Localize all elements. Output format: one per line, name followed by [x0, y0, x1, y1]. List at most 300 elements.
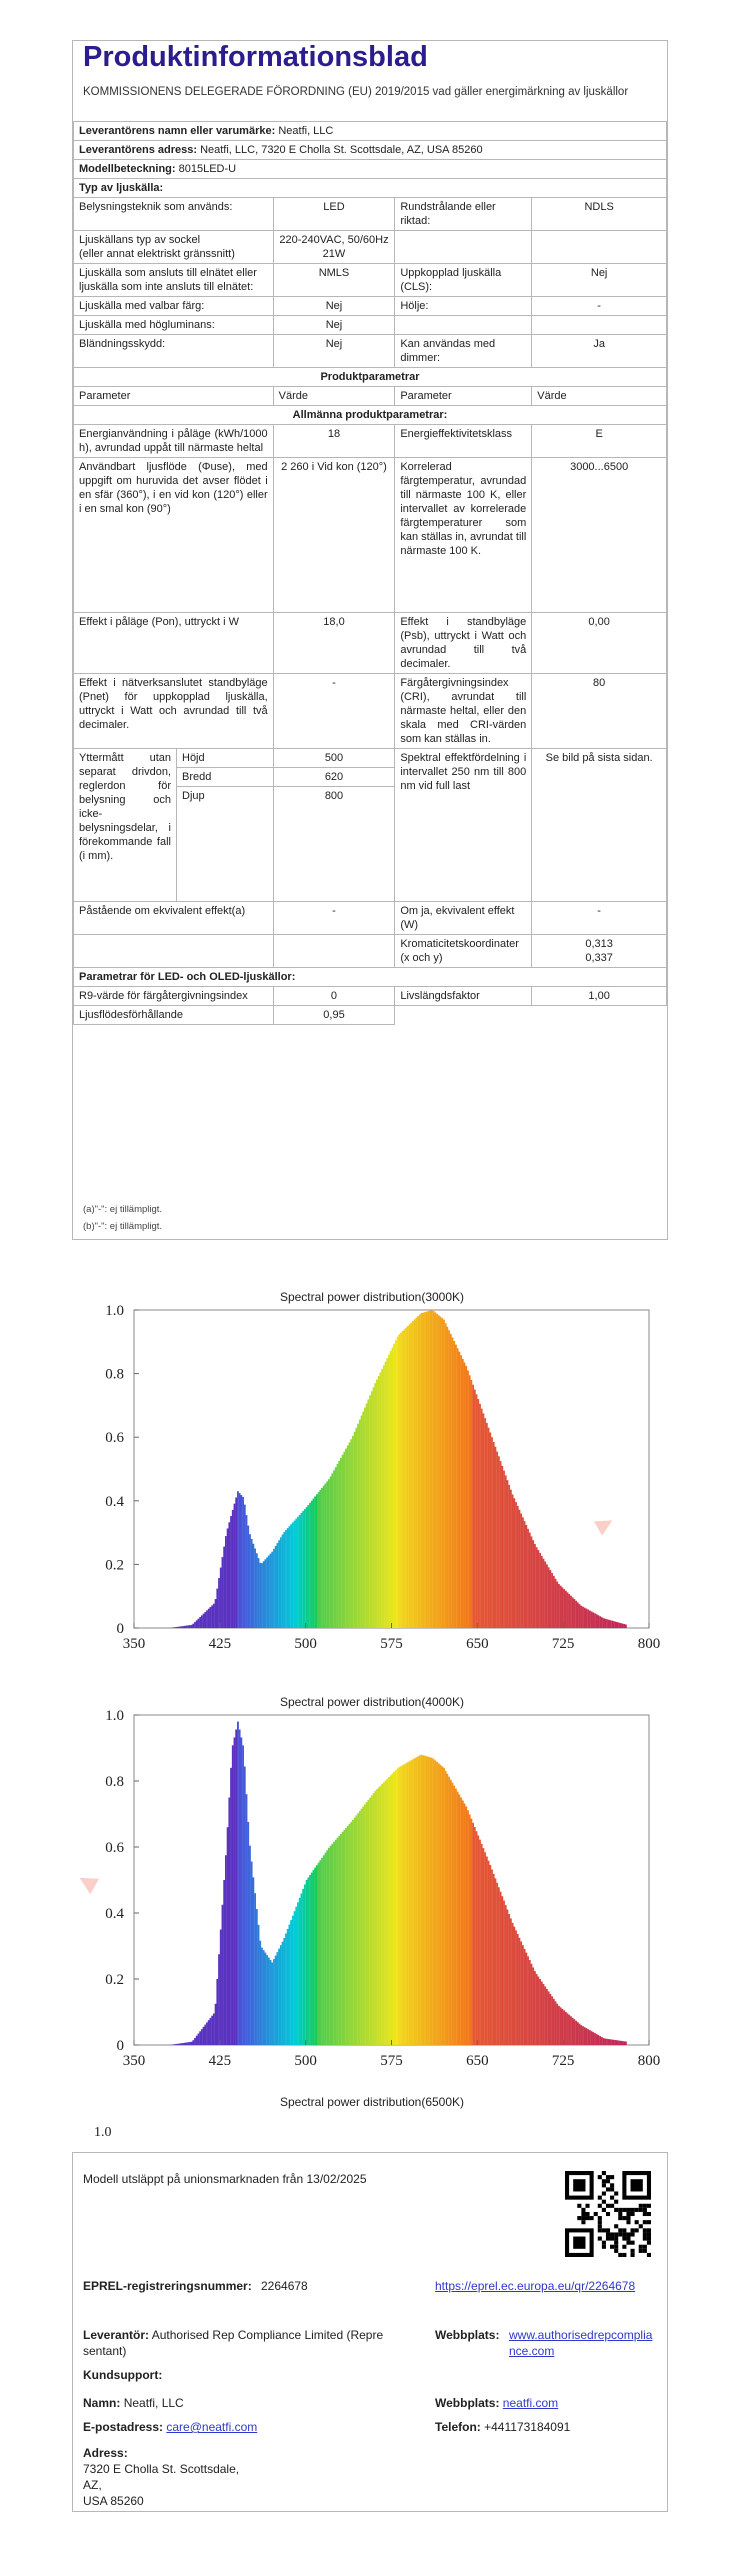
spectrum-bar — [598, 2035, 600, 2045]
spectrum-bar — [410, 1760, 412, 2045]
spectrum-bar — [548, 1991, 550, 2045]
spd-chart-6500k — [72, 2095, 672, 2140]
spectrum-bar — [177, 1627, 179, 1628]
spectrum-bar — [585, 2028, 587, 2045]
type-value: NDLS — [532, 198, 667, 231]
spectrum-bar — [620, 1623, 622, 1628]
spectrum-bar — [390, 1351, 392, 1628]
spectrum-bar — [589, 2030, 591, 2045]
spectrum-bar — [196, 2036, 198, 2045]
spectrum-bar — [263, 1950, 265, 2045]
spectrum-bar — [304, 1884, 306, 2045]
web-link[interactable]: www.authorisedrepcompliance.com — [509, 2328, 653, 2358]
spectrum-bar — [479, 1404, 481, 1628]
spectrum-bar — [316, 1494, 318, 1628]
spectrum-bar — [548, 1567, 550, 1628]
spectrum-bar — [220, 1568, 222, 1628]
spectrum-bar — [198, 1619, 200, 1628]
spectrum-bar — [301, 1893, 303, 2045]
x-tick-label: 800 — [637, 1636, 661, 1652]
spectrum-bar — [606, 2039, 608, 2045]
spectrum-bar — [218, 1578, 220, 1628]
dim-height-value: 500 — [274, 749, 395, 768]
spectrum-bar — [386, 1779, 388, 2045]
spectrum-bar — [484, 1852, 486, 2045]
spectrum-bar — [520, 1941, 522, 2045]
spectrum-bar — [519, 1510, 521, 1628]
spectrum-bar — [580, 2025, 582, 2045]
spectrum-bar — [625, 2042, 627, 2045]
spectrum-bar — [505, 1905, 507, 2045]
spectrum-bar — [457, 1792, 459, 2045]
spectrum-bar — [604, 1619, 606, 1628]
spectrum-bar — [345, 1449, 347, 1628]
type-row — [74, 316, 667, 335]
spectrum-bar — [175, 2044, 177, 2045]
phone-label: Telefon: — [435, 2420, 481, 2434]
eprel-link[interactable]: https://eprel.ec.europa.eu/qr/2264678 — [435, 2279, 636, 2293]
name-label: Namn: — [83, 2396, 121, 2410]
address-label: Adress: — [83, 2446, 128, 2460]
param-label: Effekt i standbyläge (Psb), uttryckt i Watt och avrundad till två decimaler. — [395, 613, 532, 674]
spectrum-bar — [204, 2025, 206, 2045]
spectrum-bar — [429, 1311, 431, 1628]
spectrum-bar — [271, 1963, 273, 2046]
spectrum-bar — [261, 1948, 263, 2045]
spectrum-bar — [251, 1862, 253, 2045]
spectrum-bar — [204, 1612, 206, 1628]
dim-height-label: Höjd — [177, 749, 273, 768]
spectrum-bar — [345, 1828, 347, 2045]
spectrum-bar — [596, 2034, 598, 2045]
spectrum-bar — [398, 1334, 400, 1628]
spectrum-bar — [285, 1933, 287, 2045]
equiv-power-label: Om ja, ekvivalent effekt (W) — [395, 902, 532, 935]
spectrum-bar — [491, 1869, 493, 2045]
spectrum-bar — [278, 1540, 280, 1628]
model-label: Modellbeteckning: — [79, 163, 176, 175]
spectrum-bar — [352, 1436, 354, 1628]
spectrum-bar — [175, 1627, 177, 1628]
spectrum-bar — [400, 1333, 402, 1628]
spectrum-bar — [443, 1768, 445, 2045]
spectrum-bar — [573, 2019, 575, 2045]
spectrum-bar — [271, 1552, 273, 1628]
spectrum-bar — [467, 1370, 469, 1628]
spectrum-bar — [489, 1432, 491, 1628]
watermark-shape: ▲ — [585, 1503, 627, 1544]
param-row — [74, 458, 667, 613]
spectrum-bar — [395, 1770, 397, 2045]
spectrum-bar — [416, 1318, 418, 1628]
spectrum-bar — [482, 1848, 484, 2045]
spectrum-bar — [412, 1321, 414, 1628]
spectrum-bar — [524, 1521, 526, 1628]
spectrum-bar — [539, 1553, 541, 1628]
spectrum-bar — [223, 1547, 225, 1628]
spectrum-bar — [225, 1855, 227, 2045]
spectrum-bar — [313, 1870, 315, 2045]
spectrum-bar — [258, 1558, 260, 1628]
supplier-label: Leverantör: — [83, 2328, 150, 2342]
spectrum-bar — [374, 1791, 376, 2045]
spectrum-bar — [186, 1626, 188, 1628]
x-tick-label: 575 — [380, 2053, 403, 2069]
spectrum-bar — [349, 1824, 351, 2045]
spectrum-bar — [295, 1907, 297, 2045]
spectrum-bar — [416, 1757, 418, 2045]
spectrum-bar — [337, 1464, 339, 1628]
spectrum-bar — [392, 1347, 394, 1628]
y-tick-label: 0.2 — [105, 1972, 124, 1988]
spectrum-bar — [512, 1494, 514, 1628]
spectrum-bar — [239, 1730, 241, 2045]
spectrum-bar — [510, 1490, 512, 1628]
spectrum-bar — [405, 1763, 407, 2045]
spectrum-bar — [568, 2015, 570, 2045]
spectrum-bar — [512, 1923, 514, 2045]
spectrum-bar — [465, 1806, 467, 2045]
footnote-a: (a)"-": ej tillämpligt. — [83, 1204, 163, 1215]
eprel-value: 2264678 — [261, 2279, 308, 2293]
model-value: 8015LED-U — [178, 163, 237, 175]
spectrum-bar — [594, 1613, 596, 1628]
spectrum-bar — [610, 1620, 612, 1628]
spectrum-bar — [525, 1953, 527, 2045]
y-tick-label: 0 — [116, 2038, 124, 2054]
spectrum-bar — [294, 1521, 296, 1628]
spectrum-bar — [558, 2006, 560, 2045]
name-line — [83, 2395, 184, 2411]
type-value — [532, 231, 667, 264]
spectrum-bar — [184, 1626, 186, 1628]
spectrum-bar — [206, 1610, 208, 1628]
spectrum-bar — [405, 1328, 407, 1628]
spectrum-bar — [323, 1486, 325, 1628]
spectrum-bar — [553, 1576, 555, 1628]
spectrum-bar — [482, 1413, 484, 1628]
y-tick-label: 1.0 — [94, 2125, 112, 2140]
x-tick-label: 575 — [380, 1636, 403, 1652]
spectrum-bar — [599, 2036, 601, 2045]
eprel-label: EPREL-registreringsnummer: — [83, 2279, 252, 2293]
spectrum-bar — [213, 1604, 215, 1628]
spectrum-bar — [362, 1806, 364, 2045]
spectrum-bar — [496, 1883, 498, 2045]
email-label: E-postadress: — [83, 2420, 164, 2434]
spectrum-bar — [532, 1540, 534, 1628]
supplier-address-label: Leverantörens adress: — [79, 144, 197, 156]
spectrum-bar — [369, 1395, 371, 1628]
y-tick-label: 0.8 — [105, 1774, 124, 1790]
spectrum-bar — [433, 1759, 435, 2045]
web2-label: Webbplats: — [435, 2396, 500, 2410]
spectrum-bar — [525, 1525, 527, 1628]
spectrum-bar — [264, 1559, 266, 1628]
spectrum-bar — [565, 1591, 567, 1628]
spectrum-bar — [220, 1930, 222, 2046]
spectrum-bar — [240, 1495, 242, 1628]
spectrum-bar — [359, 1811, 361, 2045]
email-link[interactable]: care@neatfi.com — [166, 2420, 258, 2434]
flux-label: Ljusflödesförhållande — [74, 1006, 274, 1025]
spectrum-bar — [374, 1383, 376, 1628]
spectrum-bar — [179, 2044, 181, 2045]
spectrum-bar — [431, 1758, 433, 2045]
spectrum-bar — [333, 1842, 335, 2045]
supplier-name-row — [74, 122, 667, 141]
spectrum-bar — [199, 1617, 201, 1628]
spectrum-bar — [582, 2026, 584, 2045]
spectrum-bar — [517, 1934, 519, 2045]
type-label — [395, 316, 532, 335]
spectrum-bar — [501, 1896, 503, 2045]
spectrum-bar — [428, 1311, 430, 1628]
spectrum-bar — [491, 1437, 493, 1628]
equiv-claim-label: Påstående om ekvivalent effekt(a) — [74, 902, 274, 935]
spectrum-bar — [434, 1312, 436, 1628]
spectrum-bar — [302, 1889, 304, 2045]
spectrum-bar — [381, 1784, 383, 2045]
y-tick-label: 0 — [116, 1621, 124, 1637]
spectrum-bar — [426, 1312, 428, 1628]
spectrum-bar — [319, 1490, 321, 1628]
spectrum-bar — [297, 1517, 299, 1628]
spectrum-bar — [335, 1840, 337, 2045]
spectrum-bar — [458, 1352, 460, 1628]
spectrum-bar — [563, 2010, 565, 2045]
spectrum-bar — [496, 1452, 498, 1628]
spectrum-bar — [594, 2033, 596, 2045]
spectrum-bar — [355, 1428, 357, 1628]
spectrum-bar — [246, 1515, 248, 1628]
spectrum-bar — [246, 1794, 248, 2045]
spectrum-bar — [443, 1320, 445, 1628]
spectrum-bar — [493, 1874, 495, 2045]
spectrum-bar — [302, 1511, 304, 1628]
spectrum-bar — [306, 1880, 308, 2045]
spectrum-bar — [203, 2027, 205, 2045]
spectrum-bar — [579, 2024, 581, 2045]
spectrum-bar — [508, 1485, 510, 1628]
spectrum-bar — [464, 1362, 466, 1628]
spectrum-bar — [222, 1905, 224, 2045]
spd-chart-4000k-svg — [72, 1675, 672, 2095]
param-row — [74, 674, 667, 749]
spectrum-bar — [519, 1938, 521, 2045]
spectrum-bar — [446, 1327, 448, 1628]
spectrum-bar — [543, 1559, 545, 1628]
param-value: 80 — [532, 674, 667, 749]
qr-code-icon[interactable] — [565, 2171, 651, 2257]
footnote-b: (b)"-": ej tillämpligt. — [83, 1221, 163, 1232]
spectrum-bar — [404, 1764, 406, 2045]
spectrum-bar — [513, 1927, 515, 2045]
type-row — [74, 264, 667, 297]
spectrum-bar — [446, 1774, 448, 2045]
spectrum-bar — [556, 2004, 558, 2045]
spectrum-bar — [201, 2029, 203, 2045]
spectrum-bar — [222, 1557, 224, 1628]
param-row — [74, 613, 667, 674]
flux-value: 0,95 — [273, 1006, 395, 1025]
spectrum-bar — [611, 1621, 613, 1628]
spectrum-bar — [534, 1544, 536, 1628]
r9-value: 0 — [273, 987, 395, 1006]
type-value: LED — [273, 198, 395, 231]
spectrum-bar — [292, 1916, 294, 2045]
spectrum-bar — [457, 1348, 459, 1628]
x-tick-label: 350 — [122, 2053, 146, 2069]
x-tick-label: 350 — [122, 1636, 146, 1652]
spectrum-bar — [417, 1316, 419, 1628]
spectrum-bar — [589, 1611, 591, 1628]
spectrum-bar — [184, 2043, 186, 2045]
spectrum-bar — [560, 2007, 562, 2045]
spectrum-bar — [340, 1458, 342, 1628]
type-label: Rundstrålande eller riktad: — [395, 198, 532, 231]
spectrum-bar — [278, 1949, 280, 2045]
spectrum-bar — [402, 1331, 404, 1628]
spectrum-bar — [230, 1516, 232, 1628]
spectrum-bar — [400, 1766, 402, 2045]
spectrum-bar — [527, 1529, 529, 1628]
spectrum-bar — [199, 2031, 201, 2045]
y-tick-label: 0.4 — [105, 1493, 124, 1510]
spectrum-bar — [258, 1925, 260, 2045]
spectrum-bar — [448, 1330, 450, 1628]
page-title: Produktinformationsblad — [83, 41, 428, 73]
spectrum-bar — [534, 1971, 536, 2045]
type-rows — [74, 198, 667, 368]
spectrum-bar — [252, 1877, 254, 2045]
spectrum-bar — [252, 1544, 254, 1628]
spectrum-bar — [529, 1960, 531, 2045]
phone-value: +441173184091 — [484, 2420, 571, 2434]
spectrum-bar — [591, 2031, 593, 2045]
spectrum-bar — [362, 1412, 364, 1628]
spectrum-bar — [268, 1958, 270, 2045]
spectrum-bar — [541, 1981, 543, 2045]
spectrum-bar — [301, 1513, 303, 1628]
spectrum-bar — [282, 1535, 284, 1628]
spectrum-bar — [311, 1501, 313, 1628]
spectrum-bar — [237, 1722, 239, 2045]
spectrum-bar — [294, 1911, 296, 2045]
spectrum-bar — [412, 1759, 414, 2045]
spectrum-bar — [409, 1324, 411, 1628]
param-label: Energieffektivitetsklass — [395, 425, 532, 458]
spectrum-bar — [414, 1758, 416, 2045]
spectrum-bar — [182, 1626, 184, 1628]
spectrum-bar — [474, 1390, 476, 1629]
spectrum-bar — [546, 1564, 548, 1628]
compliance-card — [72, 2152, 668, 2512]
spectrum-bar — [397, 1337, 399, 1628]
spectrum-bar — [458, 1795, 460, 2045]
spectrum-bar — [407, 1762, 409, 2045]
spectrum-bar — [407, 1326, 409, 1628]
watermark-shape: ▲ — [64, 1860, 109, 1903]
spectrum-bar — [273, 1959, 275, 2045]
spectrum-bar — [515, 1930, 517, 2045]
spectrum-bar — [235, 1497, 237, 1628]
spectrum-bar — [259, 1941, 261, 2045]
spectrum-bar — [424, 1312, 426, 1628]
spectrum-bar — [606, 1619, 608, 1628]
spectrum-bar — [486, 1856, 488, 2045]
spectrum-bar — [240, 1737, 242, 2045]
x-tick-label: 650 — [466, 1636, 489, 1652]
x-tick-label: 425 — [208, 2053, 232, 2069]
led-params-heading: Parametrar för LED- och OLED-ljuskällor: — [74, 968, 667, 987]
spectrum-bar — [335, 1467, 337, 1628]
spectrum-bar — [623, 2041, 625, 2045]
spectrum-bar — [474, 1827, 476, 2045]
spectrum-bar — [472, 1823, 474, 2045]
spectrum-bar — [395, 1340, 397, 1628]
spectrum-bar — [616, 1622, 618, 1628]
spectrum-bar — [367, 1399, 369, 1628]
spectrum-bar — [352, 1820, 354, 2045]
spectrum-bar — [493, 1442, 495, 1628]
spectrum-bar — [489, 1865, 491, 2045]
spectrum-bar — [242, 1497, 244, 1628]
type-label: Uppkopplad ljuskälla (CLS): — [395, 264, 532, 297]
spectrum-bar — [264, 1953, 266, 2045]
market-text: Modell utsläppt på unionsmarknaden från 13/02/2025 — [83, 2172, 367, 2186]
spectrum-fill — [170, 1310, 627, 1628]
spectrum-bar — [551, 1573, 553, 1628]
spectrum-bar — [189, 2042, 191, 2045]
spectrum-bar — [476, 1831, 478, 2045]
address-line-3: USA 85260 — [83, 2494, 144, 2508]
spectrum-bar — [192, 1624, 194, 1628]
type-label: Hölje: — [395, 297, 532, 316]
spectrum-bar — [596, 1614, 598, 1628]
spectrum-bar — [306, 1507, 308, 1628]
spectrum-bar — [481, 1409, 483, 1628]
spectrum-bar — [618, 2041, 620, 2045]
type-row — [74, 231, 667, 264]
spectrum-bar — [615, 2040, 617, 2045]
spectrum-bar — [500, 1461, 502, 1628]
spectrum-bar — [373, 1387, 375, 1628]
spectrum-bar — [225, 1536, 227, 1628]
param-value: E — [532, 425, 667, 458]
spectrum-bar — [544, 1986, 546, 2045]
spectrum-bar — [570, 2016, 572, 2045]
product-info-sheet — [72, 40, 668, 1240]
spectrum-bar — [577, 1602, 579, 1628]
spectrum-bar — [180, 1626, 182, 1628]
spectrum-bar — [455, 1345, 457, 1628]
spectrum-bar — [486, 1423, 488, 1628]
spectrum-bar — [515, 1502, 517, 1628]
spectrum-bar — [393, 1772, 395, 2045]
spectrum-bar — [285, 1530, 287, 1628]
chroma-label: Kromaticitetskoordinater (x och y) — [395, 935, 532, 968]
spectrum-bar — [441, 1766, 443, 2045]
spectrum-bar — [517, 1506, 519, 1628]
web2-link[interactable]: neatfi.com — [502, 2396, 559, 2410]
spectrum-bar — [495, 1447, 497, 1628]
spectrum-bar — [343, 1452, 345, 1628]
spd-chart-4000k — [64, 1675, 672, 2095]
spectrum-bar — [314, 1868, 316, 2045]
type-row — [74, 335, 667, 368]
spectrum-bar — [469, 1814, 471, 2045]
